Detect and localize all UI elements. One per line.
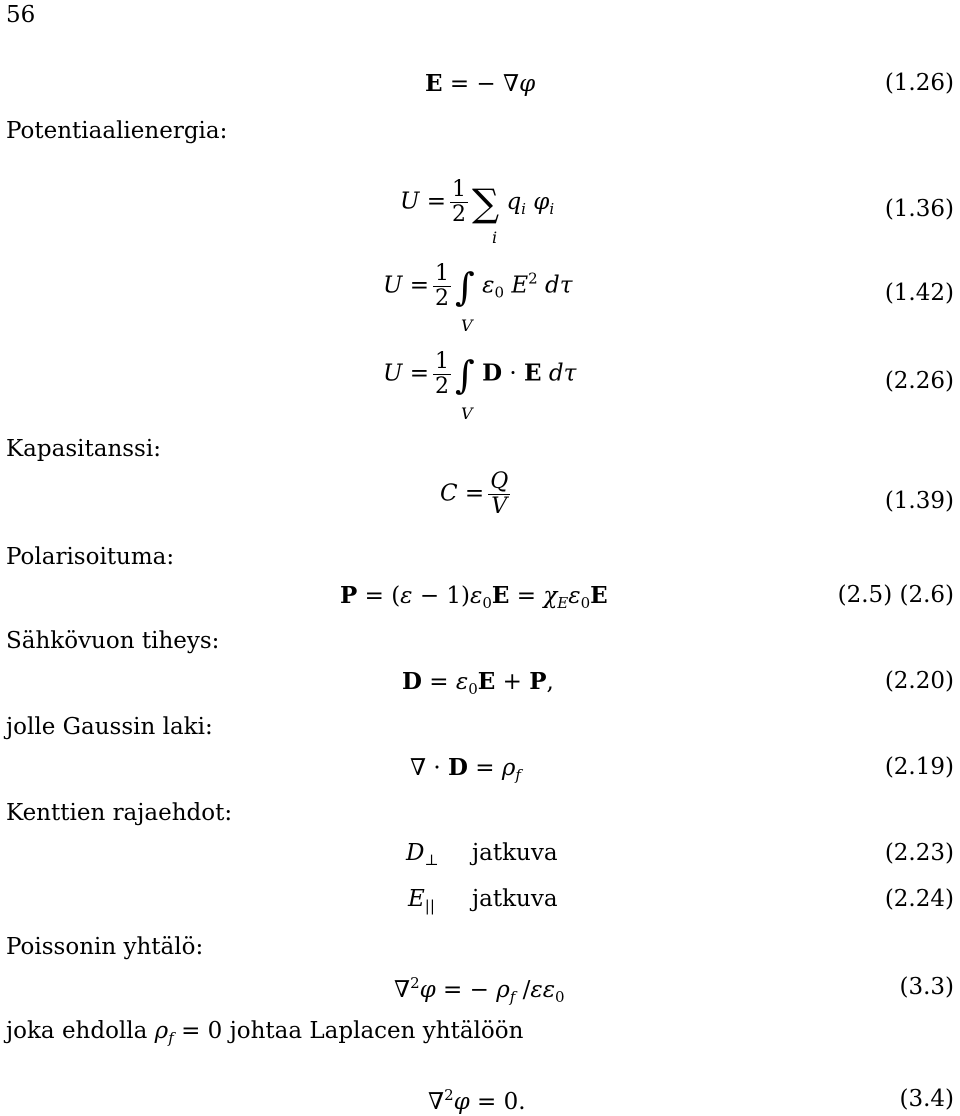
equation-number: (2.19): [884, 754, 954, 780]
equation-displacement: $D = \varepsilon_0E + P$,: [402, 668, 554, 698]
equation-energy-sum: U = $\frac{1}{2}$ ∑ $q_i$ $\varphi_i$ i: [400, 177, 555, 247]
word-continuous: jatkuva: [472, 886, 558, 912]
equation-number: (3.3): [899, 974, 954, 1000]
word-continuous: jatkuva: [472, 840, 558, 866]
equation-capacitance: C = $\frac{Q}{V}$: [440, 469, 509, 520]
equation-number: (2.20): [884, 668, 954, 694]
equation-boundary-d: $D_\perp$: [406, 840, 439, 869]
label-gauss-law: jolle Gaussin laki:: [6, 714, 213, 740]
laplace-intro-pre: joka ehdolla: [6, 1018, 148, 1044]
equation-number: (3.4): [899, 1086, 954, 1112]
equation-laplace: ∇$^2$φ = 0.: [428, 1086, 526, 1115]
equation-field-gradient: E = − ∇φ: [425, 70, 536, 97]
equation-number: (1.42): [884, 280, 954, 306]
equation-gauss-law: ∇ · $D = \rho_f$: [410, 754, 521, 784]
equation-number: (1.26): [884, 70, 954, 96]
laplace-intro-post: = 0 johtaa Laplacen yhtälöön: [181, 1018, 524, 1044]
equation-number: (1.36): [884, 196, 954, 222]
label-boundary-conditions: Kenttien rajaehdot:: [6, 800, 233, 826]
equation-number: (2.5) (2.6): [837, 582, 954, 608]
equation-boundary-e: $E_{||}$: [408, 886, 435, 915]
equation-number: (2.23): [884, 840, 954, 866]
label-displacement-density: Sähkövuon tiheys:: [6, 628, 220, 654]
page-number: 56: [6, 2, 36, 28]
label-potential-energy: Potentiaalienergia:: [6, 118, 228, 144]
equation-number: (2.24): [884, 886, 954, 912]
equation-energy-integral-field: U = $\frac{1}{2}$ ∫ $\varepsilon_0$ $E^2$ dτ V: [383, 261, 573, 335]
equation-energy-integral-d-e: U = $\frac{1}{2}$ ∫ D · E dτ V: [383, 349, 577, 423]
equation-number: (1.39): [884, 488, 954, 514]
math-rho-f: $\rho_f$: [154, 1018, 174, 1047]
equation-polarization: $P = (\varepsilon - 1)\varepsilon_0E = \chi_E\varepsilon_0E$: [340, 582, 608, 612]
equation-poisson: ∇$^2$φ = − $\rho_f$ $/\varepsilon\varepsilon_0$: [394, 974, 565, 1006]
label-capacitance: Kapasitanssi:: [6, 436, 161, 462]
label-poisson: Poissonin yhtälö:: [6, 934, 204, 960]
equation-number: (2.26): [884, 368, 954, 394]
label-polarization: Polarisoituma:: [6, 544, 175, 570]
laplace-intro-line: [6, 1020, 523, 1046]
